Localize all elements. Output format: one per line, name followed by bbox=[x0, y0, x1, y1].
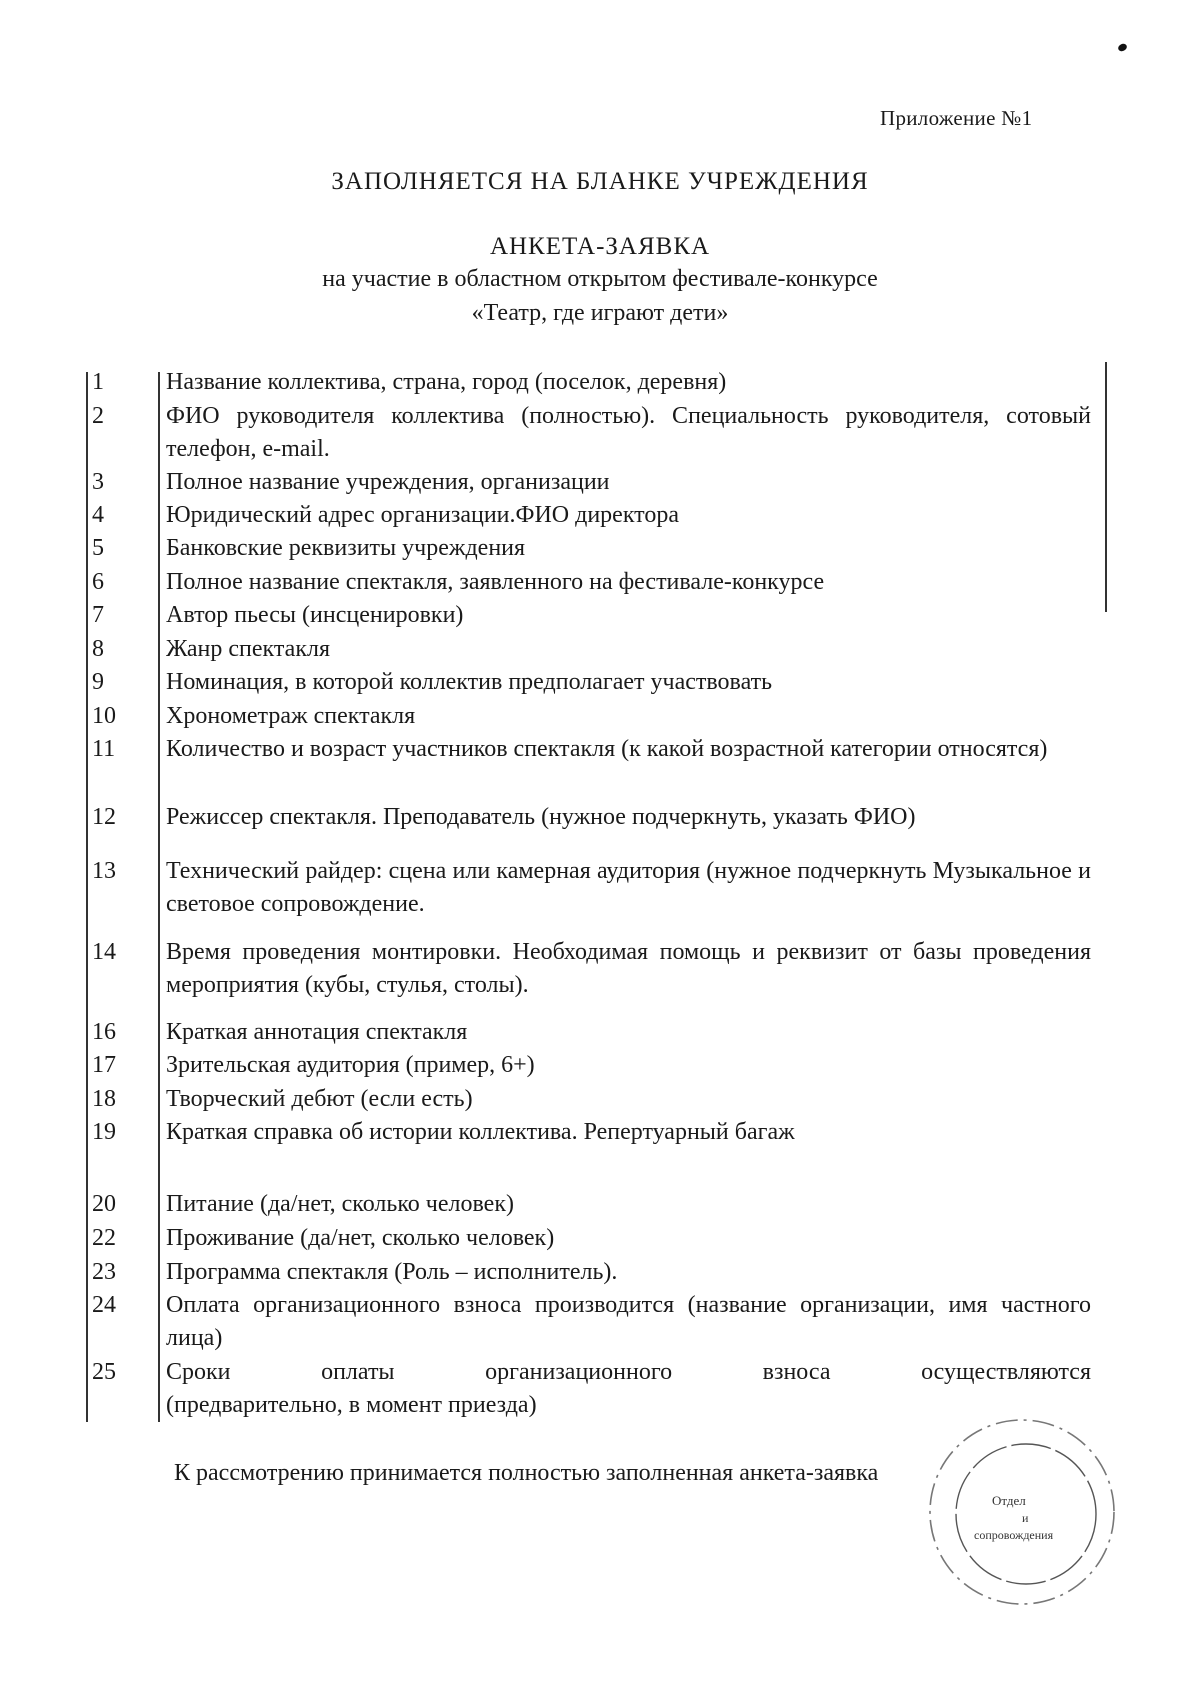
table-column-divider bbox=[158, 372, 160, 1422]
row-label: Краткая аннотация спектакля bbox=[166, 1019, 468, 1045]
row-label-line1: Сроки оплаты организационного взноса осуществляются bbox=[166, 1359, 1091, 1385]
row-number: 19 bbox=[92, 1119, 116, 1145]
ink-speck bbox=[1117, 42, 1128, 52]
row-label: Время проведения монтировки. Необходимая помощь и реквизит от базы проведения мероприятия (кубы, стулья, столы). bbox=[166, 939, 1091, 998]
row-number: 22 bbox=[92, 1225, 116, 1251]
row-number: 5 bbox=[92, 535, 104, 561]
row-number: 25 bbox=[92, 1359, 116, 1385]
row-number: 4 bbox=[92, 502, 104, 528]
table-right-border bbox=[1105, 362, 1107, 612]
blank-note: ЗАПОЛНЯЕТСЯ НА БЛАНКЕ УЧРЕЖДЕНИЯ bbox=[331, 168, 869, 195]
row-number: 9 bbox=[92, 669, 104, 695]
row-number: 17 bbox=[92, 1052, 116, 1078]
row-number: 6 bbox=[92, 569, 104, 595]
row-label: Краткая справка об истории коллектива. Репертуарный багаж bbox=[166, 1119, 795, 1145]
appendix-label: Приложение №1 bbox=[880, 106, 1033, 130]
row-number: 23 bbox=[92, 1259, 116, 1285]
organization-stamp bbox=[922, 1412, 1122, 1612]
row-number: 13 bbox=[92, 858, 116, 884]
stamp-text-line3: сопровождения bbox=[974, 1528, 1054, 1542]
row-label: Банковские реквизиты учреждения bbox=[166, 535, 526, 561]
form-title: АНКЕТА-ЗАЯВКА bbox=[489, 233, 711, 260]
row-number: 1 bbox=[92, 369, 104, 395]
row-label: Творческий дебют (если есть) bbox=[166, 1086, 473, 1112]
row-label: Проживание (да/нет, сколько человек) bbox=[166, 1225, 555, 1251]
stamp-text-line2: и bbox=[1022, 1511, 1029, 1525]
form-subtitle: на участие в областном открытом фестивале-конкурсе bbox=[322, 266, 878, 292]
row-number: 10 bbox=[92, 703, 116, 729]
row-label: Юридический адрес организации.ФИО директора bbox=[166, 502, 679, 528]
row-number: 8 bbox=[92, 636, 104, 662]
row-label: Режиссер спектакля. Преподаватель (нужное подчеркнуть, указать ФИО) bbox=[166, 804, 916, 830]
row-label-line2: (предварительно, в момент приезда) bbox=[166, 1392, 537, 1418]
table-left-border bbox=[86, 372, 88, 1422]
row-label: Оплата организационного взноса производится (название организации, имя частного лица) bbox=[166, 1292, 1091, 1351]
row-label: Название коллектива, страна, город (поселок, деревня) bbox=[166, 369, 727, 395]
row-number: 7 bbox=[92, 602, 104, 628]
row-number: 3 bbox=[92, 469, 104, 495]
row-number: 18 bbox=[92, 1086, 116, 1112]
festival-name: «Театр, где играют дети» bbox=[471, 300, 729, 326]
row-label: ФИО руководителя коллектива (полностью). Специальность руководителя, сотовый телефон, e-mail. bbox=[166, 403, 1091, 462]
row-label: Хронометраж спектакля bbox=[166, 703, 416, 729]
row-number: 24 bbox=[92, 1292, 116, 1318]
row-label: Технический райдер: сцена или камерная аудитория (нужное подчеркнуть Музыкальное и световое сопровождение. bbox=[166, 858, 1091, 917]
row-label: Полное название учреждения, организации bbox=[166, 469, 610, 495]
row-label: Зрительская аудитория (пример, 6+) bbox=[166, 1052, 535, 1078]
stamp-text-line1: Отдел bbox=[992, 1493, 1026, 1508]
row-number: 12 bbox=[92, 804, 116, 830]
row-number: 20 bbox=[92, 1191, 116, 1217]
row-label: Полное название спектакля, заявленного на фестивале-конкурсе bbox=[166, 569, 825, 595]
row-label: Питание (да/нет, сколько человек) bbox=[166, 1191, 514, 1217]
row-label: Жанр спектакля bbox=[166, 636, 331, 662]
row-number: 14 bbox=[92, 939, 116, 965]
row-label: Номинация, в которой коллектив предполагает участвовать bbox=[166, 669, 773, 695]
row-number: 2 bbox=[92, 403, 104, 429]
row-number: 16 bbox=[92, 1019, 116, 1045]
row-number: 11 bbox=[92, 736, 116, 762]
row-label: Программа спектакля (Роль – исполнитель). bbox=[166, 1259, 618, 1285]
footer-note: К рассмотрению принимается полностью заполненная анкета-заявка bbox=[174, 1460, 879, 1486]
row-label: Автор пьесы (инсценировки) bbox=[166, 602, 464, 628]
row-label: Количество и возраст участников спектакля (к какой возрастной категории относятся) bbox=[166, 736, 1048, 762]
